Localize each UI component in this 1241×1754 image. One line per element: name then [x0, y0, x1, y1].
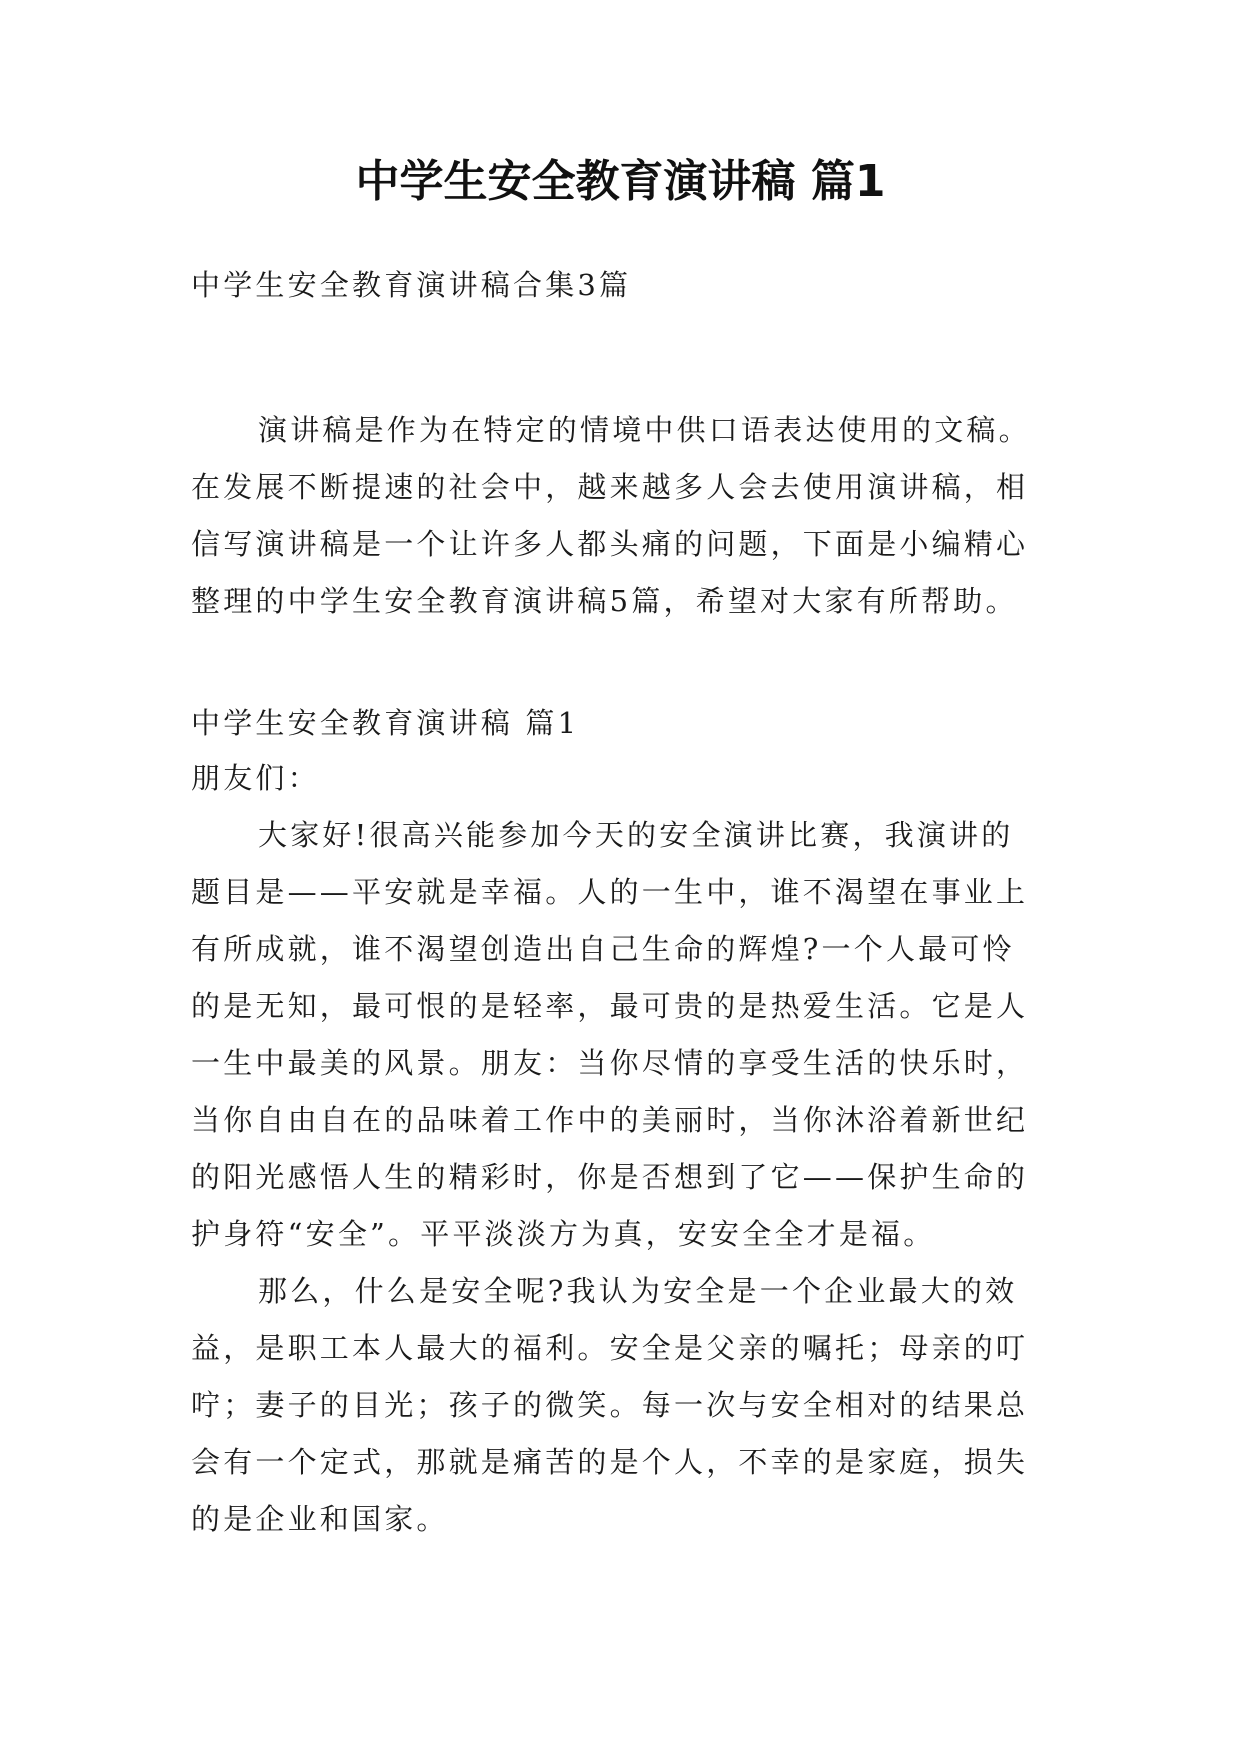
intro-line: 整理的中学生安全教育演讲稿5篇，希望对大家有所帮助。	[191, 584, 1018, 618]
document-subtitle: 中学生安全教育演讲稿合集3篇	[191, 268, 632, 302]
paragraph-line: 的是无知，最可恨的是轻率，最可贵的是热爱生活。它是人	[191, 989, 1029, 1023]
paragraph-line: 那么，什么是安全呢?我认为安全是一个企业最大的效	[258, 1274, 1018, 1308]
intro-line: 在发展不断提速的社会中，越来越多人会去使用演讲稿，相	[191, 470, 1029, 504]
paragraph-line: 有所成就，谁不渴望创造出自己生命的辉煌?一个人最可怜	[191, 932, 1015, 966]
paragraph-line: 咛；妻子的目光；孩子的微笑。每一次与安全相对的结果总	[191, 1388, 1029, 1422]
paragraph-line: 当你自由自在的品味着工作中的美丽时，当你沐浴着新世纪	[191, 1103, 1029, 1137]
paragraph-line: 的阳光感悟人生的精彩时，你是否想到了它——保护生命的	[191, 1160, 1029, 1194]
greeting: 朋友们：	[191, 761, 320, 795]
paragraph-line: 益，是职工本人最大的福利。安全是父亲的嘱托；母亲的叮	[191, 1331, 1029, 1365]
page-title: 中学生安全教育演讲稿 篇1	[355, 156, 886, 207]
intro-line: 信写演讲稿是一个让许多人都头痛的问题，下面是小编精心	[191, 527, 1029, 561]
intro-line: 演讲稿是作为在特定的情境中供口语表达使用的文稿。	[258, 413, 1031, 447]
paragraph-line: 的是企业和国家。	[191, 1502, 449, 1536]
paragraph-line: 会有一个定式，那就是痛苦的是个人，不幸的是家庭，损失	[191, 1445, 1029, 1479]
paragraph-line: 大家好!很高兴能参加今天的安全演讲比赛，我演讲的	[258, 818, 1014, 852]
paragraph-line: 护身符“安全”。平平淡淡方为真，安安全全才是福。	[191, 1217, 936, 1251]
section-heading: 中学生安全教育演讲稿 篇1	[191, 706, 580, 740]
paragraph-line: 题目是——平安就是幸福。人的一生中，谁不渴望在事业上	[191, 875, 1029, 909]
paragraph-line: 一生中最美的风景。朋友：当你尽情的享受生活的快乐时，	[191, 1046, 1029, 1080]
